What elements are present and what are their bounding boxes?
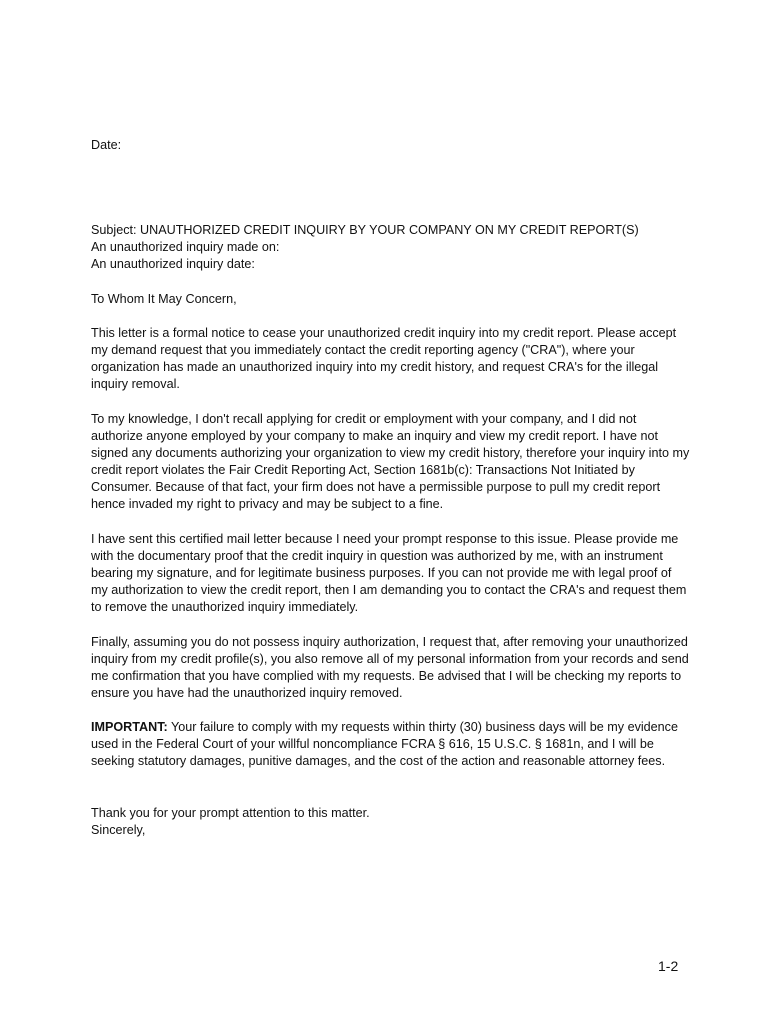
paragraph-knowledge: To my knowledge, I don't recall applying for credit or employment with your company, and I did not authorize anyone employed by your company to make an inquiry and view my credit report. I have not signed any documents authorizing your organization to view my credit history, therefore your inquiry into my credit report violates the Fair Credit Reporting Act, Section 1681b(c): Transactions Not Initiated by Consumer. Because of that fact, your firm does not have a permissible purpose to pull my credit report hence invaded my right to privacy and may be subject to a fine.: [91, 412, 690, 511]
page-number: 1-2: [658, 958, 679, 974]
date-label: Date:: [91, 138, 122, 152]
closing-thanks: Thank you for your prompt attention to this matter.: [91, 806, 370, 820]
paragraph-important: [91, 719, 691, 770]
subject-line: Subject: UNAUTHORIZED CREDIT INQUIRY BY YOUR COMPANY ON MY CREDIT REPORT(S): [91, 223, 639, 237]
paragraph-formal-notice: This letter is a formal notice to cease your unauthorized credit inquiry into my credit report. Please accept my demand request that you immediately contact the credit reporting agency ("CRA"), where your organization has made an unauthorized inquiry into my credit history, and request CRA's for the illegal inquiry removal.: [91, 326, 677, 391]
paragraph-certified-mail: I have sent this certified mail letter because I need your prompt response to this issue. Please provide me with the documentary proof that the credit inquiry in question was authorized by me, with an instrument bearing my signature, and for legitimate business purposes. If you can not provide me with legal proof of my authorization to view the credit report, then I am demanding you to contact the CRA's and request them to remove the unauthorized inquiry immediately.: [91, 532, 687, 614]
paragraph-finally: Finally, assuming you do not possess inquiry authorization, I request that, after removing your unauthorized inquiry from my credit profile(s), you also remove all of my personal information from your records and send me confirmation that you have complied with my requests. Be advised that I will be checking my reports to ensure you have had the unauthorized inquiry removed.: [91, 635, 689, 700]
important-label: IMPORTANT:: [91, 720, 168, 734]
important-text: Your failure to comply with my requests within thirty (30) business days will be my evidence used in the Federal Court of your willful noncompliance FCRA § 616, 15 U.S.C. § 1681n, and I will be seeking statutory damages, punitive damages, and the cost of the action and reasonable attorney fees.: [91, 720, 678, 768]
inquiry-date: An unauthorized inquiry date:: [91, 257, 255, 271]
inquiry-made-on: An unauthorized inquiry made on:: [91, 240, 280, 254]
closing-sincerely: Sincerely,: [91, 823, 146, 837]
salutation: To Whom It May Concern,: [91, 292, 237, 306]
